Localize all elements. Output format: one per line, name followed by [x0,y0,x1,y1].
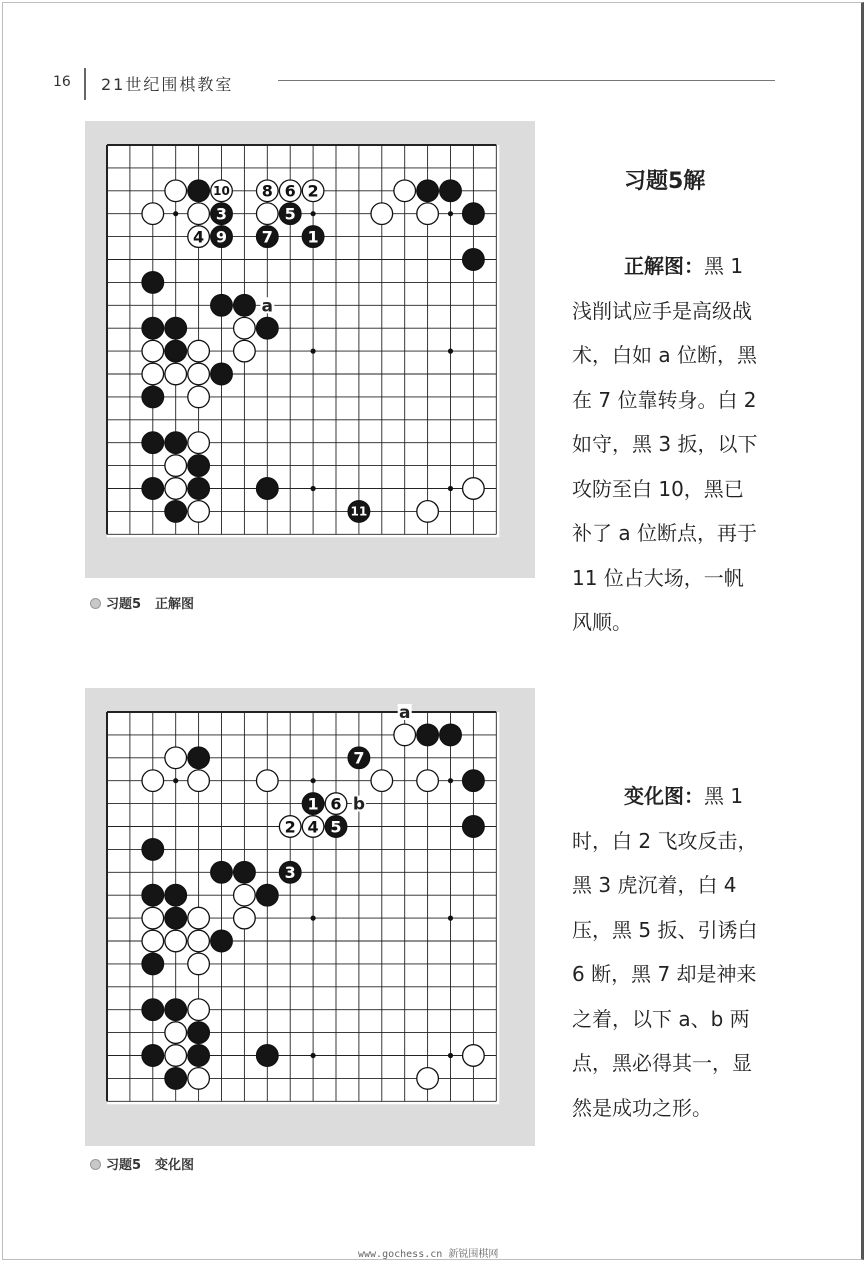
black-stone [188,747,210,769]
footer [358,1245,498,1260]
black-stone [463,770,485,792]
text-line: 黑 3 虎沉着，白 4 [572,873,737,897]
text-line: 如守，黑 3 扳，以下 [572,432,758,456]
black-stone [142,432,164,454]
text-line: 然是成功之形。 [572,1095,712,1120]
black-stone [165,999,187,1021]
caption-title: 变化图 [155,1158,195,1173]
move-number: 2 [307,181,319,201]
black-stone [142,478,164,500]
white-stone [188,999,210,1021]
star-point [448,1053,453,1058]
black-stone [463,816,485,838]
header-rule [278,80,775,81]
white-stone [165,180,187,202]
white-stone [417,203,439,225]
white-stone [188,501,210,523]
white-stone [165,455,187,477]
white-stone [188,432,210,454]
move-number: 7 [261,227,273,247]
black-stone [211,930,233,952]
black-stone [211,363,233,385]
star-point [448,486,453,491]
text-line: 风顺。 [572,610,632,634]
black-stone [142,839,164,861]
caption-variation [90,1154,194,1173]
move-number: 5 [284,204,296,224]
black-stone [463,203,485,225]
white-stone [257,770,279,792]
black-stone [165,1068,187,1090]
black-stone [142,953,164,975]
black-stone [142,317,164,339]
star-point [311,778,316,783]
point-label: a [261,296,274,317]
text-line: 时，白 2 飞攻反击， [572,828,758,853]
white-stone [463,1045,485,1067]
black-stone [165,340,187,362]
black-stone [165,884,187,906]
white-stone [394,724,416,746]
move-number: 9 [215,227,228,247]
black-stone [279,203,301,225]
black-stone [165,317,187,339]
text-line: 压，黑 5 扳、引诱白 [572,917,758,942]
board-surface [107,145,499,537]
star-point [311,916,316,921]
variation-lead: 变化图： [624,784,704,808]
white-stone [417,1068,439,1090]
black-stone [257,226,279,248]
move-number: 6 [284,181,296,201]
black-stone [188,180,210,202]
white-stone [165,478,187,500]
white-stone [142,363,164,385]
white-stone [234,340,256,362]
star-point [448,349,453,354]
move-number: 6 [330,794,342,814]
white-stone [142,340,164,362]
go-board-correct [85,121,535,578]
white-stone [165,1045,187,1067]
white-stone [417,501,439,523]
caption-prefix: 习题5 [106,597,142,612]
black-stone [302,226,324,248]
white-stone [142,770,164,792]
black-stone [188,455,210,477]
black-stone [348,501,370,523]
black-stone [211,295,233,317]
black-stone [257,884,279,906]
white-stone [234,907,256,929]
black-stone [302,793,324,815]
black-stone [211,862,233,884]
text-line: 11 位占大场，一帆 [572,565,744,590]
board-grid [107,712,499,1104]
black-stone [257,317,279,339]
book-title: 21世纪围棋教室 [101,75,234,94]
white-stone [188,907,210,929]
move-number: 7 [353,748,365,768]
star-point [448,916,453,921]
black-stone [440,724,462,746]
white-stone [142,930,164,952]
text-line: 黑 1 [704,254,744,278]
move-number: 4 [193,227,205,247]
white-stone [257,180,279,202]
white-stone [394,180,416,202]
black-stone [234,862,256,884]
white-stone [188,1068,210,1090]
white-stone [165,747,187,769]
footer-site-name: 新锐围棋网 [448,1249,499,1260]
white-stone [279,816,301,838]
caption-bullet-icon [90,598,101,609]
text-line: 术，白如 a 位断，黑 [572,343,757,367]
move-number: 11 [350,504,368,519]
white-stone [188,930,210,952]
black-stone [257,478,279,500]
white-stone [188,363,210,385]
correct-lead: 正解图： [624,254,704,278]
black-stone [211,226,233,248]
black-stone [348,747,370,769]
black-stone [279,862,301,884]
black-stone [165,432,187,454]
white-stone [302,816,324,838]
star-point [311,1053,316,1058]
black-stone [417,724,439,746]
variation-text [572,774,778,1130]
black-stone [165,907,187,929]
black-stone [257,1045,279,1067]
page-number: 16 [53,74,71,90]
header-divider [84,68,86,100]
caption-prefix: 习题5 [106,1158,142,1173]
move-number: 10 [213,184,230,199]
black-stone [463,249,485,271]
board-surface [107,712,499,1104]
black-stone [188,478,210,500]
move-number: 5 [330,817,342,837]
white-stone [371,770,393,792]
white-stone [325,793,347,815]
star-point [173,211,178,216]
footer-url: www.gochess.cn [358,1249,443,1260]
star-point [448,778,453,783]
black-stone [440,180,462,202]
move-number: 3 [215,204,228,224]
white-stone [142,907,164,929]
black-stone [142,386,164,408]
go-board-svg [85,688,535,1146]
text-line: 补了 a 位断点，再于 [572,521,757,545]
black-stone [325,816,347,838]
star-point [311,486,316,491]
move-number: 1 [307,227,319,247]
white-stone [463,478,485,500]
white-stone [142,203,164,225]
text-line: 浅削试应手是高级战 [572,298,752,323]
go-board-variation [85,688,535,1146]
black-stone [188,1022,210,1044]
point-label: b [352,794,365,815]
star-point [448,211,453,216]
white-stone [165,1022,187,1044]
star-point [311,349,316,354]
section-title: 习题5解 [624,169,706,194]
white-stone [188,386,210,408]
white-stone [417,770,439,792]
black-stone [142,884,164,906]
text-line: 黑 1 [704,784,744,808]
move-number: 4 [307,817,319,837]
white-stone [371,203,393,225]
star-point [173,778,178,783]
caption-correct [90,593,194,612]
go-board-svg [85,121,535,578]
black-stone [165,501,187,523]
white-stone [302,180,324,202]
black-stone [211,203,233,225]
white-stone [188,203,210,225]
move-number: 3 [284,863,296,883]
point-label: a [398,703,411,723]
white-stone [279,180,301,202]
black-stone [142,999,164,1021]
black-stone [142,272,164,294]
white-stone [188,340,210,362]
text-line: 之着，以下 a、b 两 [572,1006,750,1031]
correct-solution-text [572,244,778,645]
move-number: 1 [307,794,319,814]
black-stone [234,295,256,317]
text-line: 在 7 位靠转身。白 2 [572,387,757,412]
white-stone [257,203,279,225]
black-stone [142,1045,164,1067]
white-stone [234,317,256,339]
white-stone [188,226,210,248]
white-stone [165,363,187,385]
text-line: 点，黑必得其一，显 [572,1051,752,1075]
move-number: 8 [261,181,273,201]
black-stone [188,1045,210,1067]
star-point [311,211,316,216]
board-grid [107,145,499,537]
white-stone [188,953,210,975]
move-number: 2 [284,817,296,837]
white-stone [234,884,256,906]
white-stone [188,770,210,792]
white-stone [165,930,187,952]
text-line: 攻防至白 10，黑已 [572,476,744,501]
black-stone [417,180,439,202]
text-line: 6 断，黑 7 却是神来 [572,962,757,986]
caption-title: 正解图 [155,597,195,612]
caption-bullet-icon [90,1159,101,1170]
white-stone [211,180,233,202]
